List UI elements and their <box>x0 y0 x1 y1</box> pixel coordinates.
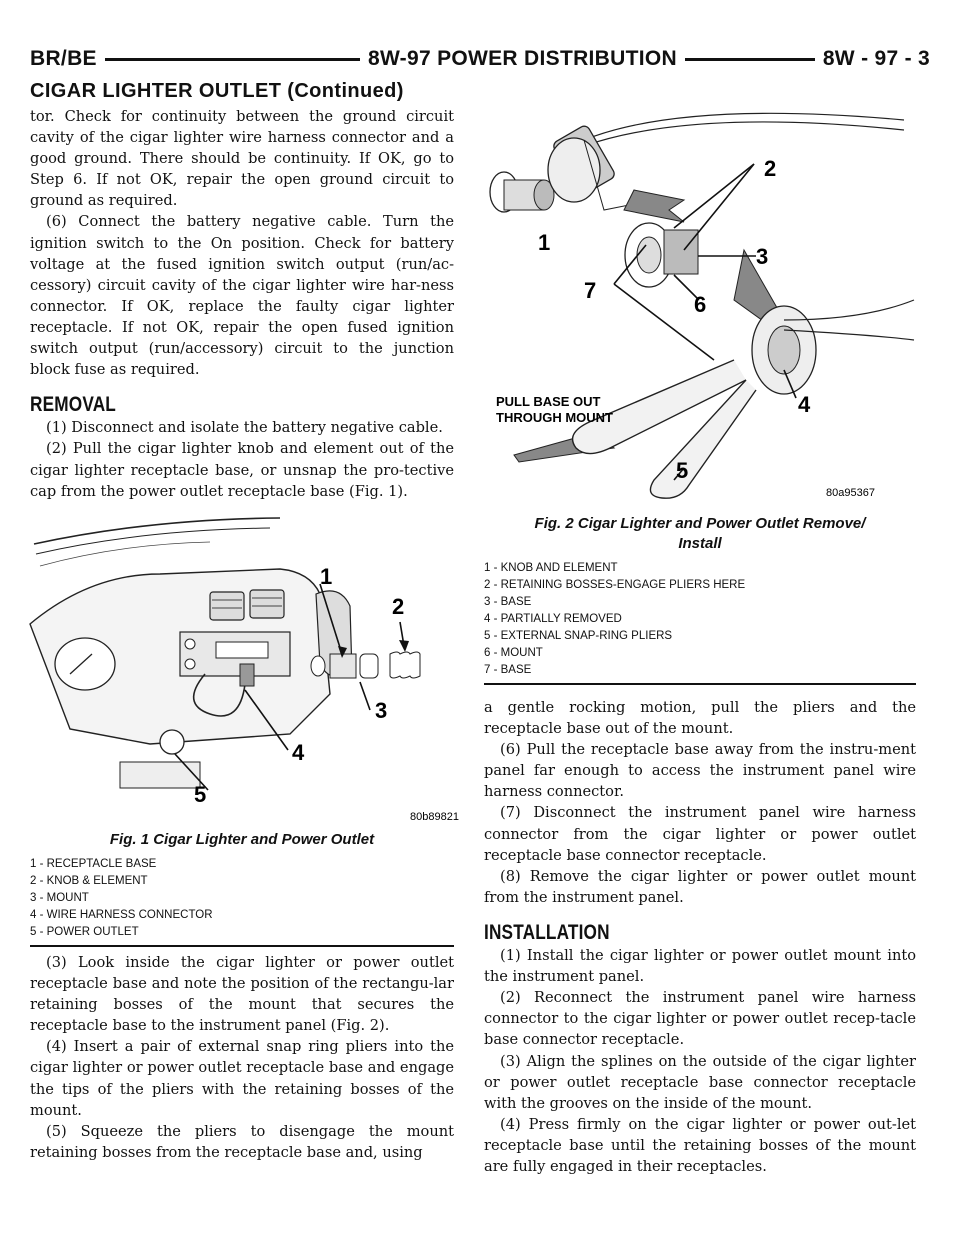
fig2-callout-5: 5 <box>676 458 689 483</box>
install-step: (1) Install the cigar lighter or power outlet mount into the instrument panel. <box>484 947 916 986</box>
paragraph: tor. Check for continuity between the ground circuit cavity of the cigar lighter wire harness connector and a good ground. There should be continuity. If OK, go to Step 6. If not OK, repair the open ground circuit to ground as required. <box>30 108 454 210</box>
header-section-title: 8W-97 POWER DISTRIBUTION <box>360 44 685 74</box>
figure-2 <box>484 100 916 685</box>
fig1-legend-item: 1 - RECEPTACLE BASE <box>30 858 157 870</box>
fig2-legend-item: 2 - RETAINING BOSSES-ENGAGE PLIERS HERE <box>484 579 746 591</box>
fig1-legend-item: 4 - WIRE HARNESS CONNECTOR <box>30 909 213 921</box>
fig1-callout-4: 4 <box>292 740 305 765</box>
removal-step: (2) Pull the cigar lighter knob and element out of the cigar lighter receptacle base, or unsnap the pro-tective cap from the power outlet receptacle base (Fig. 1). <box>30 440 454 500</box>
removal-step: (8) Remove the cigar lighter or power outlet mount from the instrument panel. <box>484 867 916 906</box>
paragraph: a gentle rocking motion, pull the pliers and the receptacle base out of the mount. <box>484 699 916 738</box>
figure-2-illustration <box>484 100 916 510</box>
column-left-bottom <box>30 952 454 1163</box>
fig2-callout-2: 2 <box>764 156 777 181</box>
fig2-callout-7: 7 <box>584 278 597 303</box>
removal-step: (4) Insert a pair of external snap ring pliers into the cigar lighter or power outlet receptacle base and engage the tips of the pliers with the retaining bosses of the mount. <box>30 1038 454 1119</box>
install-step: (2) Reconnect the instrument panel wire harness connector to the cigar lighter or power outlet recep-tacle base connector receptacle. <box>484 989 916 1049</box>
figure-1 <box>30 514 459 947</box>
fig1-legend <box>30 856 454 941</box>
header-vehicle-code: BR/BE <box>30 44 105 74</box>
fig1-legend-item: 5 - POWER OUTLET <box>30 926 139 938</box>
column-right <box>484 697 916 1177</box>
fig1-code: 80b89821 <box>410 811 459 823</box>
fig1-legend-item: 3 - MOUNT <box>30 892 89 904</box>
fig2-annotation-line-2: THROUGH MOUNT <box>496 410 613 425</box>
fig2-callout-3: 3 <box>756 244 769 269</box>
header-page-number: 8W - 97 - 3 <box>815 44 930 74</box>
install-step: (3) Align the splines on the outside of the cigar lighter or power outlet receptacle base connector receptacle with the grooves on the inside of the mount. <box>484 1052 916 1112</box>
fig2-legend-item: 4 - PARTIALLY REMOVED <box>484 613 622 625</box>
removal-step: (3) Look inside the cigar lighter or power outlet receptacle base and note the position of the rectangu-lar retaining bosses of the mount that secures the receptacle base to the instrument panel (Fig. 2). <box>30 954 454 1035</box>
removal-step: (1) Disconnect and isolate the battery negative cable. <box>46 419 443 437</box>
fig2-legend-item: 5 - EXTERNAL SNAP-RING PLIERS <box>484 630 673 642</box>
removal-step: (7) Disconnect the instrument panel wire harness connector from the cigar lighter or power outlet receptacle base connector receptacle. <box>484 804 916 864</box>
installation-heading: INSTALLATION <box>484 920 610 944</box>
install-step: (4) Press firmly on the cigar lighter or power out-let receptacle base until the retaining bosses of the mount are fully engaged in their receptacles. <box>484 1115 916 1175</box>
fig2-title <box>484 514 916 554</box>
fig1-callout-1: 1 <box>320 564 333 589</box>
fig2-legend <box>484 560 916 679</box>
fig1-callout-2: 2 <box>392 594 405 619</box>
fig1-title: Fig. 1 Cigar Lighter and Power Outlet <box>109 831 375 848</box>
section-continued-title: CIGAR LIGHTER OUTLET (Continued) <box>30 80 404 102</box>
removal-step: (5) Squeeze the pliers to disengage the mount retaining bosses from the receptacle base and, using <box>30 1122 454 1161</box>
fig2-title-line-2: Install <box>678 535 722 552</box>
fig2-code: 80a95367 <box>826 487 875 499</box>
removal-heading: REMOVAL <box>30 393 116 417</box>
fig2-legend-item: 3 - BASE <box>484 596 532 608</box>
fig2-title-line-1: Fig. 2 Cigar Lighter and Power Outlet Remove/ <box>534 515 866 532</box>
fig1-rule <box>30 945 454 947</box>
fig1-callout-3: 3 <box>375 698 388 723</box>
removal-step: (6) Pull the receptacle base away from the instru-ment panel far enough to access the instrument panel wire harness connector. <box>484 741 916 801</box>
fig2-callout-1: 1 <box>538 230 551 255</box>
fig1-legend-item: 2 - KNOB & ELEMENT <box>30 875 148 887</box>
paragraph: (6) Connect the battery negative cable. Turn the ignition switch to the On position. Check for battery voltage at the fused ignition switch output (run/ac-cessory) circuit cavity of the cigar lighter wire har-ness connector. If OK, replace the faulty cigar lighter receptacle. If not OK, repair the open fused ignition switch output (run/accessory) circuit to the junction block fuse as required. <box>30 213 454 379</box>
fig2-callout-4: 4 <box>798 392 811 417</box>
fig2-legend-item: 6 - MOUNT <box>484 647 543 659</box>
fig2-annotation-line-1: PULL BASE OUT <box>496 394 601 409</box>
fig2-callout-6: 6 <box>694 292 707 317</box>
figure-1-illustration <box>30 514 459 826</box>
column-left-top <box>30 106 454 502</box>
fig2-legend-item: 1 - KNOB AND ELEMENT <box>484 562 618 574</box>
fig2-legend-item: 7 - BASE <box>484 664 532 676</box>
fig1-callout-5: 5 <box>194 782 207 807</box>
fig2-rule <box>484 683 916 685</box>
page-header <box>30 44 930 74</box>
